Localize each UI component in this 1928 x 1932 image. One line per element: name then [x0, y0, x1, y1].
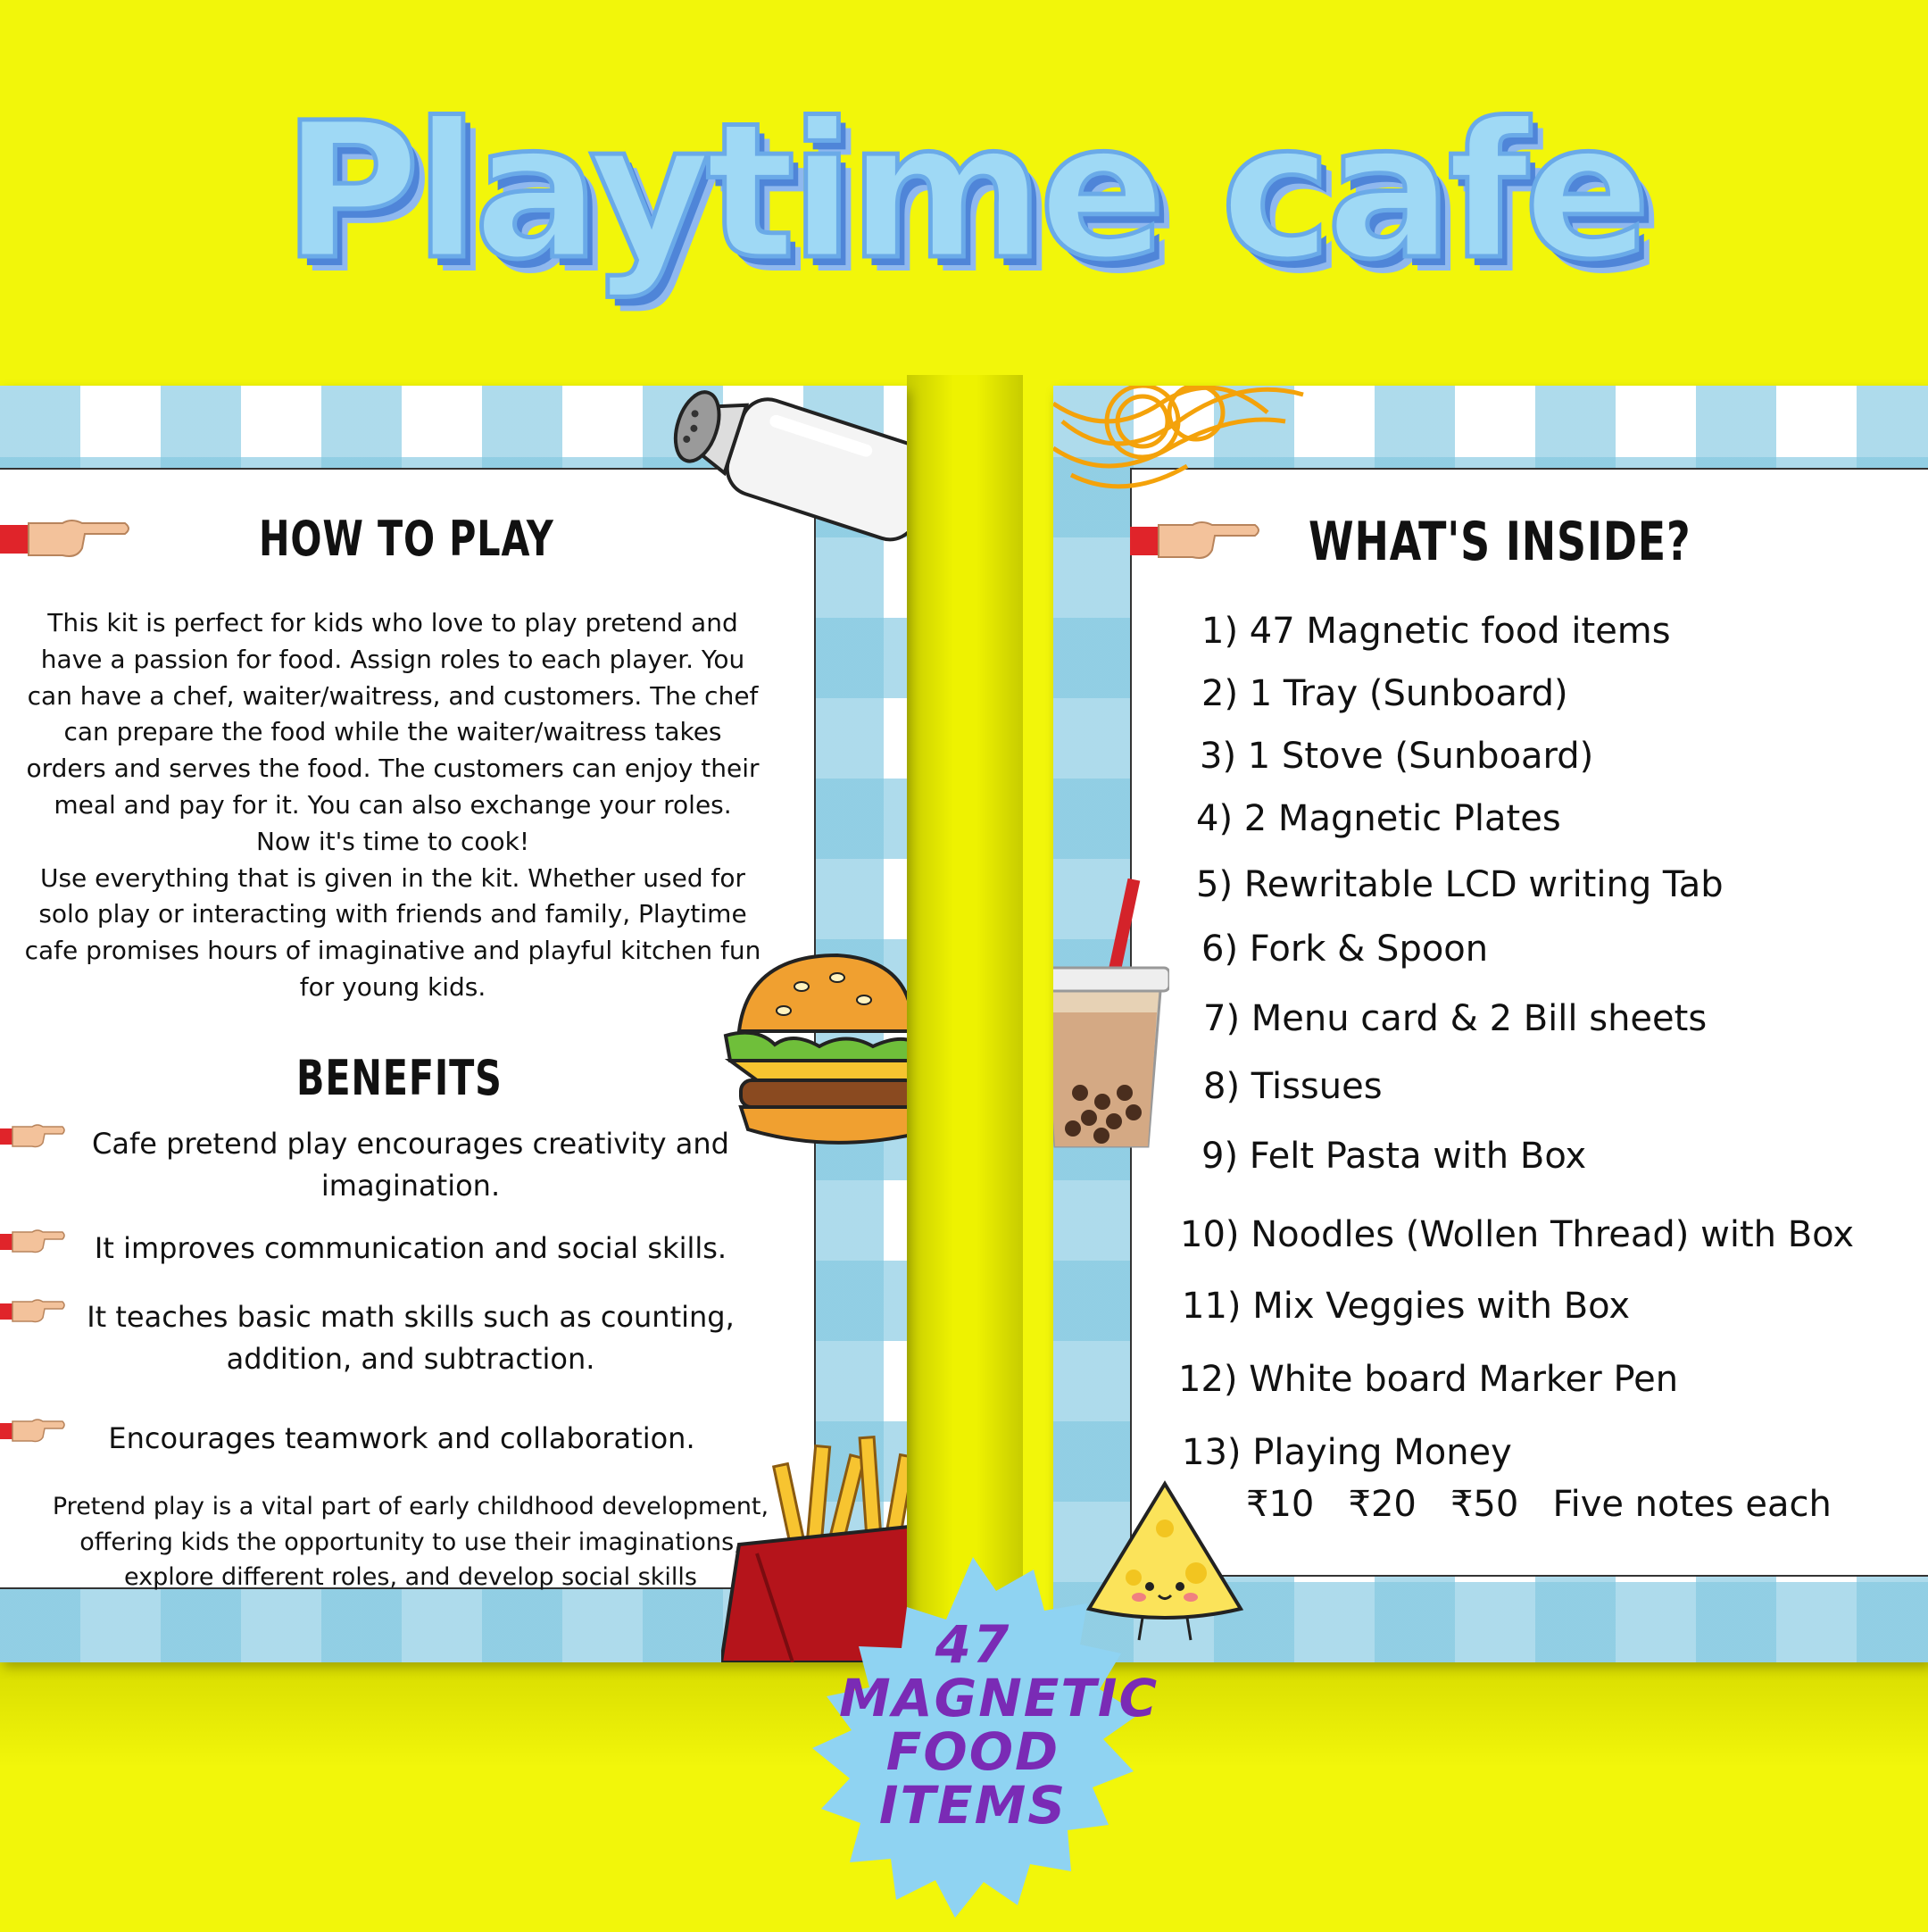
benefit-item — [54, 1296, 768, 1380]
inside-item: 3) 1 Stove (Sunboard) — [1200, 736, 1594, 777]
benefit-line: It teaches basic math skills such as counting, — [87, 1300, 735, 1334]
how-to-play-line: meal and pay for it. You can also exchange your roles. — [54, 789, 732, 820]
badge-line: ITEMS — [878, 1775, 1068, 1836]
how-to-play-panel — [0, 386, 907, 1662]
burger-icon — [721, 946, 907, 1152]
salt-shaker-icon — [643, 386, 907, 555]
badge-line: MAGNETIC — [839, 1668, 1159, 1728]
how-to-play-line: orders and serves the food. The customers can enjoy their — [26, 754, 760, 784]
inside-item: 5) Rewritable LCD writing Tab — [1196, 864, 1724, 905]
inside-item: 8) Tissues — [1203, 1066, 1383, 1107]
benefit-item — [54, 1123, 768, 1207]
inside-item: 9) Felt Pasta with Box — [1201, 1136, 1587, 1177]
inside-item: 11) Mix Veggies with Box — [1182, 1286, 1631, 1327]
inside-item: 12) White board Marker Pen — [1178, 1359, 1679, 1400]
benefits-footer-line: offering kids the opportunity to use their imaginations, — [79, 1528, 742, 1556]
inside-item: 1) 47 Magnetic food items — [1201, 611, 1671, 652]
how-to-play-text — [9, 605, 777, 1006]
bubble-tea-icon — [1053, 879, 1169, 1155]
benefits-footer — [18, 1489, 803, 1595]
inside-item: 4) 2 Magnetic Plates — [1196, 798, 1561, 839]
inside-item: 13) Playing Money — [1182, 1432, 1512, 1473]
whats-inside-panel — [1053, 386, 1928, 1662]
badge-line: 47 — [935, 1614, 1011, 1675]
benefit-line: Encourages teamwork and collaboration. — [108, 1421, 695, 1455]
how-to-play-line: Now it's time to cook! — [255, 826, 530, 856]
how-to-play-line: have a passion for food. Assign roles to each player. You — [40, 644, 745, 674]
how-to-play-line: for young kids. — [299, 971, 486, 1002]
badge-line: FOOD — [885, 1721, 1060, 1782]
how-to-play-line: cafe promises hours of imaginative and playful kitchen fun — [24, 936, 761, 966]
how-to-play-line: solo play or interacting with friends and family, Playtime — [38, 899, 747, 929]
benefit-line: It improves communication and social skills. — [94, 1231, 727, 1265]
noodles-icon — [1053, 386, 1321, 511]
benefits-footer-line: explore different roles, and develop social skills — [124, 1563, 697, 1591]
inside-item: 7) Menu card & 2 Bill sheets — [1203, 998, 1708, 1039]
benefits-footer-line: Pretend play is a vital part of early childhood development, — [52, 1493, 769, 1520]
money-line: ₹10 ₹20 ₹50 Five notes each — [1246, 1484, 1832, 1525]
benefit-item — [54, 1228, 768, 1270]
benefit-line: Cafe pretend play encourages creativity and — [92, 1127, 729, 1161]
inside-item: 10) Noodles (Wollen Thread) with Box — [1180, 1214, 1855, 1255]
center-divider — [907, 375, 1023, 1661]
benefit-line: imagination. — [320, 1169, 501, 1203]
page-title: Playtime cafe — [282, 82, 1646, 301]
inside-item: 2) 1 Tray (Sunboard) — [1201, 673, 1568, 714]
benefits-heading: BENEFITS — [296, 1050, 503, 1106]
badge-text — [839, 1614, 1159, 1836]
how-to-play-heading: HOW TO PLAY — [259, 511, 554, 567]
how-to-play-line: This kit is perfect for kids who love to play pretend and — [47, 608, 738, 637]
benefit-item — [27, 1418, 777, 1460]
pointing-hand-icon — [0, 509, 134, 566]
how-to-play-line: can have a chef, waiter/waitress, and customers. The chef — [27, 680, 759, 711]
how-to-play-line: Use everything that is given in the kit. Whether used for — [39, 862, 746, 893]
benefit-line: addition, and subtraction. — [226, 1342, 595, 1376]
how-to-play-line: can prepare the food while the waiter/waitress takes — [63, 717, 722, 747]
whats-inside-heading: WHAT'S INSIDE? — [1309, 511, 1691, 573]
inside-item: 6) Fork & Spoon — [1201, 929, 1489, 970]
pointing-hand-icon — [1130, 511, 1264, 568]
